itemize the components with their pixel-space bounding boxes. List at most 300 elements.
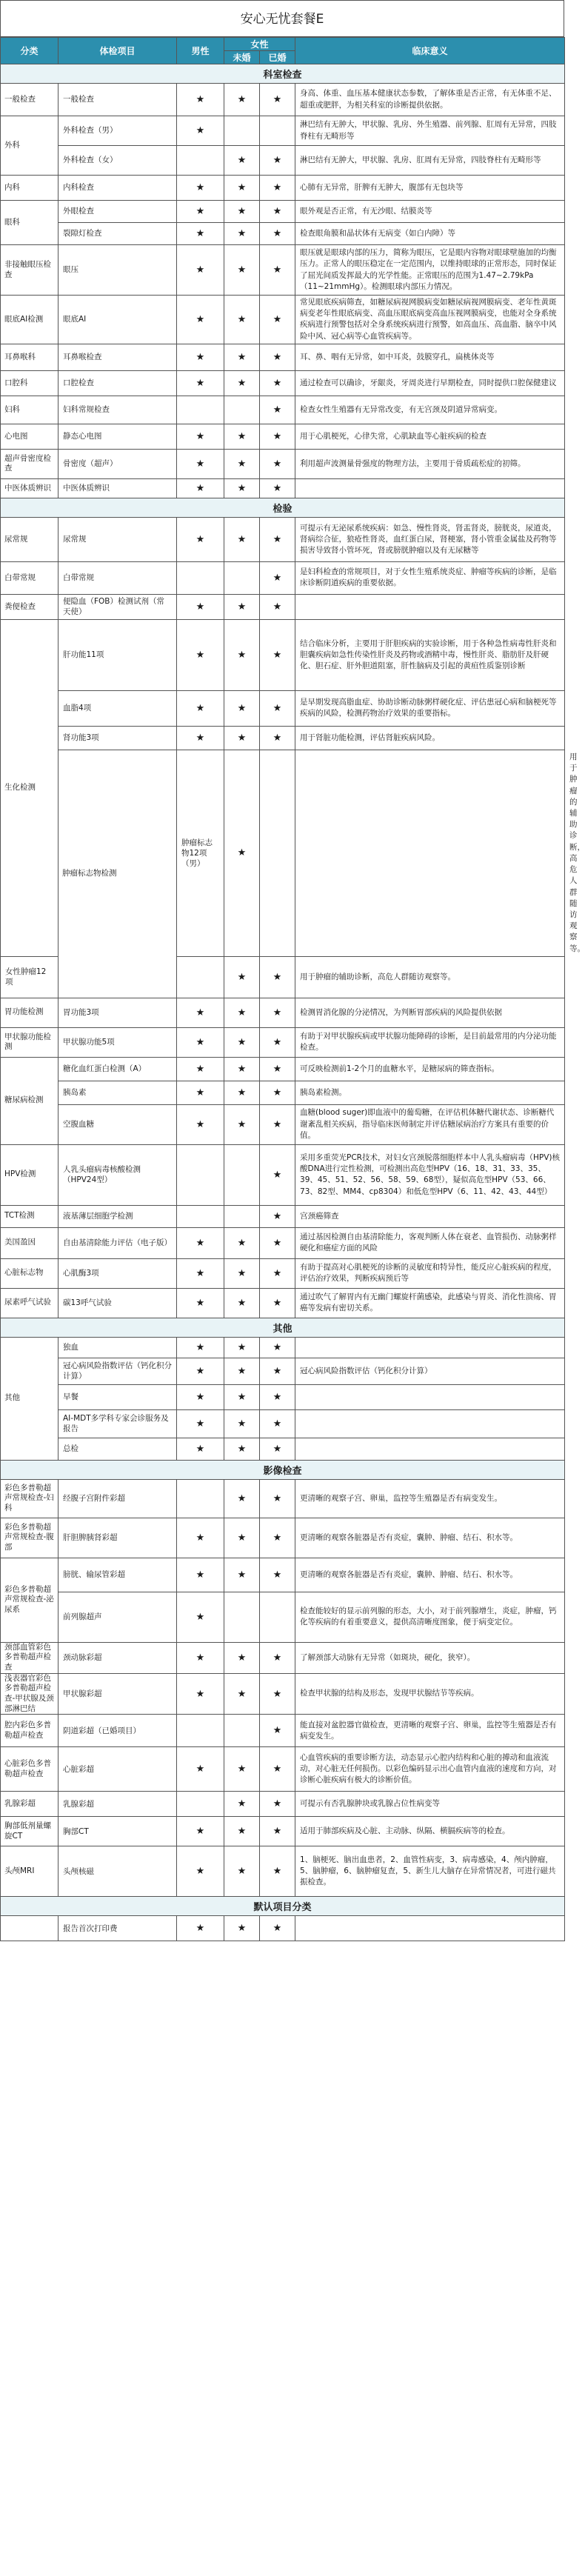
mark-unmarried — [224, 1205, 260, 1227]
mark-married: ★ — [260, 344, 295, 370]
mark-male: ★ — [177, 1518, 224, 1558]
category-cell: 胸部低剂量螺旋CT — [1, 1817, 58, 1846]
mark-male: ★ — [177, 1227, 224, 1258]
clinical-meaning: 身高、体重、血压基本健康状态参数，了解体重是否正常，有无体重不足、超重或肥胖，为相关科室的诊断提供依据。 — [295, 84, 565, 116]
mark-male: ★ — [177, 1384, 224, 1409]
clinical-meaning: 通过基因检测自由基清除能力，客观判断人体在衰老、血管损伤、动脉粥样硬化和癌症方面的风险 — [295, 1227, 565, 1258]
table-row — [1, 296, 565, 344]
mark-unmarried: ★ — [224, 449, 260, 478]
mark-married: ★ — [260, 146, 295, 176]
clinical-meaning: 用于心肌梗死，心律失常，心肌缺血等心脏疾病的检查 — [295, 424, 565, 449]
clinical-meaning — [295, 1916, 565, 1941]
category-cell: 彩色多普勒超声常规检查-妇科 — [1, 1479, 58, 1518]
clinical-meaning: 可提示有无泌尿系统疾病：如急、慢性肾炎，肾盂肾炎，膀胱炎，尿道炎，肾病综合征，狼疮性肾炎，血红蛋白尿，肾梗塞，肾小管重金属盐及药物等损害导致肾小管坏死，肾或膀胱肿瘤以及有无尿糖等 — [295, 517, 565, 561]
table-row — [1, 1438, 565, 1460]
mark-male: ★ — [177, 223, 224, 245]
mark-married: ★ — [260, 370, 295, 396]
table-row — [1, 116, 565, 146]
mark-married: ★ — [260, 1916, 295, 1941]
mark-unmarried: ★ — [224, 1384, 260, 1409]
exam-table — [0, 37, 585, 1941]
clinical-meaning: 淋巴结有无肿大，甲状腺、乳房、外生殖器、前列腺、肛周有无异常，四肢脊柱有无畸形等 — [295, 116, 565, 146]
exam-item: 报告首次打印费 — [58, 1916, 177, 1941]
category-cell: 白带常规 — [1, 561, 58, 594]
table-row — [1, 1817, 565, 1846]
mark-married: ★ — [260, 1358, 295, 1384]
mark-male — [177, 396, 224, 424]
table-row — [1, 1081, 565, 1104]
table-row — [1, 1258, 565, 1288]
mark-unmarried: ★ — [224, 1258, 260, 1288]
exam-item: 白带常规 — [58, 561, 177, 594]
mark-male: ★ — [177, 1337, 224, 1358]
clinical-meaning: 血糖(blood suger)即血液中的葡萄糖，在评估机体糖代谢状态、诊断糖代谢紊乱相关疾病，指导临床医师制定并评估糖尿病治疗方案具有重要的价值。 — [295, 1104, 565, 1144]
exam-table-body — [1, 64, 585, 1941]
mark-married: ★ — [260, 619, 295, 690]
mark-married: ★ — [260, 1642, 295, 1673]
mark-male: ★ — [177, 1104, 224, 1144]
mark-unmarried: ★ — [224, 619, 260, 690]
mark-married: ★ — [260, 223, 295, 245]
mark-male: ★ — [177, 1747, 224, 1792]
category-cell: 美国盈因 — [1, 1227, 58, 1258]
category-cell: 尿常规 — [1, 517, 58, 561]
clinical-meaning: 眼压就是眼球内部的压力，简称为眼压，它是眼内容物对眼球壁施加的均衡压力。正常人的眼压稳定在一定范围内，以维持眼球的正常形态，同时保证了屈光间质发挥最大的光学性能。正常眼压的范围为1.47~2.79kPa（11~21mmHg）。检测眼球内部压力情况。 — [295, 245, 565, 296]
table-row — [1, 424, 565, 449]
clinical-meaning: 采用多重荧光PCR技术，对妇女宫颈脱落细胞样本中人乳头瘤病毒（HPV)核酸DNA进行定性检测，可检测出高危型HPV（16、18、31、33、35、39、45、51、52、56、58、59、68型），疑似高危型HPV（53、66、73、82型、MM4、cp8304）和低危型HPV（6、11、42、43、44型） — [295, 1144, 565, 1205]
clinical-meaning: 宫颈癌筛查 — [295, 1205, 565, 1227]
clinical-meaning: 更清晰的观察各脏器是否有炎症，囊肿、肿瘤、结石、积水等。 — [295, 1558, 565, 1592]
exam-item: 独血 — [58, 1337, 177, 1358]
clinical-meaning: 更清晰的观察子宫、卵巢，监控等生殖器是否有病变发生。 — [295, 1479, 565, 1518]
table-row — [1, 998, 565, 1027]
mark-unmarried: ★ — [224, 1673, 260, 1715]
table-row — [1, 594, 565, 619]
table-row — [1, 449, 565, 478]
table-row — [1, 1792, 565, 1817]
mark-male: ★ — [177, 594, 224, 619]
mark-unmarried: ★ — [224, 1227, 260, 1258]
mark-male: ★ — [177, 370, 224, 396]
section-title: 其他 — [1, 1318, 565, 1337]
exam-item: 总检 — [58, 1438, 177, 1460]
page-title: 安心无忧套餐E — [0, 0, 564, 37]
mark-male: ★ — [177, 116, 224, 146]
mark-male: ★ — [177, 998, 224, 1027]
mark-male: ★ — [177, 176, 224, 201]
mark-male — [177, 1792, 224, 1817]
exam-item: 液基薄层细胞学检测 — [58, 1205, 177, 1227]
exam-item: AI-MDT多学科专家会诊服务及报告 — [58, 1409, 177, 1438]
exam-item: 早餐 — [58, 1384, 177, 1409]
table-row — [1, 1715, 565, 1747]
mark-male — [177, 1479, 224, 1518]
clinical-meaning: 是早期发现高脂血症、协助诊断动脉粥样硬化症、评估患冠心病和脑梗死等疾病的风险，检测药物治疗效果的重要指标。 — [295, 690, 565, 726]
clinical-meaning: 检查能较好的显示前列腺的形态，大小，对于前列腺增生，炎症，肿瘤，钙化等疾病的有着重要意义，提供高清晰度图象，便于病变定位。 — [295, 1592, 565, 1642]
mark-married: ★ — [260, 1715, 295, 1747]
category-cell: 眼科 — [1, 201, 58, 245]
table-row — [1, 1144, 565, 1205]
category-cell: 彩色多普勒超声常规检查-腹部 — [1, 1518, 58, 1558]
mark-married: ★ — [260, 1438, 295, 1460]
clinical-meaning: 用于肿瘤的辅助诊断，高危人群随访观察等。 — [295, 956, 565, 998]
mark-married: ★ — [260, 424, 295, 449]
exam-item: 口腔检查 — [58, 370, 177, 396]
mark-married: ★ — [260, 1792, 295, 1817]
mark-married: ★ — [260, 1337, 295, 1358]
clinical-meaning: 是妇科检查的常规项目，对于女性生殖系统炎症、肿瘤等疾病的诊断，是临床诊断阴道疾病的重要依据。 — [295, 561, 565, 594]
category-cell: 眼底AI检测 — [1, 296, 58, 344]
mark-married: ★ — [260, 1479, 295, 1518]
exam-item: 心脏彩超 — [58, 1747, 177, 1792]
mark-male: ★ — [177, 424, 224, 449]
mark-married: ★ — [260, 956, 295, 998]
exam-item: 肾功能3项 — [58, 726, 177, 750]
mark-unmarried: ★ — [224, 1438, 260, 1460]
mark-male: ★ — [177, 1358, 224, 1384]
clinical-meaning: 通过吹气了解胃内有无幽门螺旋杆菌感染，此感染与胃炎、消化性溃疡、胃癌等发病有密切关系。 — [295, 1288, 565, 1318]
mark-male: ★ — [177, 517, 224, 561]
exam-item: 外眼检查 — [58, 201, 177, 223]
mark-male: ★ — [177, 1409, 224, 1438]
exam-item: 冠心病风险指数评估（钙化积分计算） — [58, 1358, 177, 1384]
category-cell: 其他 — [1, 1337, 58, 1460]
exam-item: 人乳头瘤病毒核酸检测（HPV24型） — [58, 1144, 177, 1205]
category-cell: 肿瘤标志物检测 — [58, 750, 177, 998]
mark-unmarried: ★ — [224, 1747, 260, 1792]
mark-married: ★ — [260, 1227, 295, 1258]
category-cell: 粪便检查 — [1, 594, 58, 619]
mark-unmarried — [224, 1144, 260, 1205]
mark-married: ★ — [260, 176, 295, 201]
mark-married: ★ — [260, 1205, 295, 1227]
clinical-meaning — [295, 1409, 565, 1438]
exam-item: 肝功能11项 — [58, 619, 177, 690]
mark-married: ★ — [260, 84, 295, 116]
table-row — [1, 690, 565, 726]
clinical-meaning — [295, 478, 565, 498]
mark-married: ★ — [260, 1846, 295, 1897]
mark-married: ★ — [260, 1747, 295, 1792]
mark-unmarried: ★ — [224, 1337, 260, 1358]
clinical-meaning: 结合临床分析，主要用于肝胆疾病的实验诊断，用于各种急性病毒性肝炎和胆囊疾病如急性传染性肝炎及药物或酒精中毒，慢性肝炎、脂肪肝及肝硬化、胆石症、肝外胆道阻塞，肝性脑病及引起的黄疸性质鉴别诊断 — [295, 619, 565, 690]
clinical-meaning: 常见眼底疾病筛查，如糖尿病视网膜病变如糖尿病视网膜病变、老年性黄斑病变老年性眼底病变、高血压眼底病变高血压视网膜病变，也能对全身系统疾病进行预警包括对全身系统疾病进行预警，如高血压、高血脂、脑卒中风险中风、冠心病等心血管疾病等。 — [295, 296, 565, 344]
mark-unmarried: ★ — [224, 1479, 260, 1518]
mark-unmarried: ★ — [224, 245, 260, 296]
exam-item: 血脂4项 — [58, 690, 177, 726]
mark-male: ★ — [177, 344, 224, 370]
clinical-meaning: 1、脑梗死、脑出血患者，2、血管性病变，3、病毒感染，4、颅内肿瘤，5、脑肿瘤，6、脑肿瘤复查，5、新生儿大脑存在异常情况者，可进行磁共振检查。 — [295, 1846, 565, 1897]
clinical-meaning — [295, 594, 565, 619]
table-row — [1, 1916, 565, 1941]
table-row — [1, 245, 565, 296]
mark-male: ★ — [177, 1258, 224, 1288]
table-row — [1, 478, 565, 498]
clinical-meaning: 适用于肺部疾病及心脏、主动脉、纵隔、横膈疾病等的检查。 — [295, 1817, 565, 1846]
category-cell: TCT检测 — [1, 1205, 58, 1227]
header-category: 分类 — [1, 38, 58, 64]
exam-item: 空腹血糖 — [58, 1104, 177, 1144]
mark-married — [295, 750, 565, 956]
mark-married: ★ — [260, 1518, 295, 1558]
mark-unmarried: ★ — [224, 344, 260, 370]
table-row — [1, 1518, 565, 1558]
mark-unmarried: ★ — [224, 1288, 260, 1318]
category-cell: 尿素呼气试验 — [1, 1288, 58, 1318]
category-cell: HPV检测 — [1, 1144, 58, 1205]
table-row — [1, 1384, 565, 1409]
mark-unmarried: ★ — [224, 176, 260, 201]
exam-item: 外科检查（男） — [58, 116, 177, 146]
mark-married: ★ — [260, 1144, 295, 1205]
mark-unmarried: ★ — [224, 84, 260, 116]
table-row — [1, 1104, 565, 1144]
table-row — [1, 726, 565, 750]
mark-unmarried — [224, 116, 260, 146]
section-title: 默认项目分类 — [1, 1897, 565, 1916]
mark-unmarried: ★ — [224, 1104, 260, 1144]
exam-item: 一般检查 — [58, 84, 177, 116]
table-row — [1, 1592, 565, 1642]
exam-item: 甲状腺功能5项 — [58, 1027, 177, 1057]
clinical-meaning: 心肺有无异常，肝脾有无肿大，腹部有无包块等 — [295, 176, 565, 201]
category-cell: 心电图 — [1, 424, 58, 449]
table-row — [1, 1057, 565, 1081]
header-item: 体检项目 — [58, 38, 177, 64]
mark-male — [177, 1715, 224, 1747]
exam-item: 乳腺彩超 — [58, 1792, 177, 1817]
category-cell: 乳腺彩超 — [1, 1792, 58, 1817]
header-unmarried: 未婚 — [224, 51, 260, 64]
mark-male: ★ — [177, 1592, 224, 1642]
exam-item: 胸部CT — [58, 1817, 177, 1846]
section-header — [1, 1318, 565, 1337]
mark-married: ★ — [260, 1288, 295, 1318]
table-row — [1, 1642, 565, 1673]
mark-male: ★ — [177, 619, 224, 690]
category-cell: 颈部血管彩色多普勒超声检查 — [1, 1642, 58, 1673]
mark-male: ★ — [177, 1916, 224, 1941]
table-row — [1, 1846, 565, 1897]
mark-married: ★ — [260, 1027, 295, 1057]
mark-male: ★ — [177, 1081, 224, 1104]
mark-male: ★ — [177, 690, 224, 726]
section-header — [1, 1460, 565, 1479]
clinical-meaning: 耳、鼻、咽有无异常，如中耳炎，鼓膜穿孔，扁桃体炎等 — [295, 344, 565, 370]
clinical-meaning: 有助于提高对心肌梗死的诊断的灵敏度和特异性，能反应心脏疾病的程度，评估治疗效果，判断疾病预后等 — [295, 1258, 565, 1288]
table-row — [1, 201, 565, 223]
exam-item: 便隐血（FOB）检测试剂（常天使） — [58, 594, 177, 619]
category-cell — [1, 1916, 58, 1941]
category-cell: 一般检查 — [1, 84, 58, 116]
mark-unmarried: ★ — [224, 1558, 260, 1592]
mark-married: ★ — [260, 201, 295, 223]
mark-married: ★ — [260, 1409, 295, 1438]
exam-item: 眼底AI — [58, 296, 177, 344]
section-header — [1, 498, 565, 517]
exam-item: 中医体质辨识 — [58, 478, 177, 498]
mark-married: ★ — [260, 245, 295, 296]
mark-married: ★ — [260, 1817, 295, 1846]
category-cell: 中医体质辨识 — [1, 478, 58, 498]
exam-item: 内科检查 — [58, 176, 177, 201]
exam-item: 肿瘤标志物12项（男） — [177, 750, 224, 956]
mark-married: ★ — [260, 1057, 295, 1081]
mark-male: ★ — [177, 296, 224, 344]
mark-unmarried: ★ — [224, 1358, 260, 1384]
mark-male: ★ — [177, 201, 224, 223]
clinical-meaning: 通过检查可以确诊，牙龈炎，牙周炎进行早期检查，同时提供口腔保健建议 — [295, 370, 565, 396]
mark-married: ★ — [260, 478, 295, 498]
clinical-meaning: 能直接对盆腔器官做检查，更清晰的观察子宫、卵巢，监控等生殖器是否有病变发生。 — [295, 1715, 565, 1747]
exam-item: 碳13呼气试验 — [58, 1288, 177, 1318]
mark-unmarried: ★ — [224, 594, 260, 619]
mark-unmarried: ★ — [224, 146, 260, 176]
category-cell: 口腔科 — [1, 370, 58, 396]
category-cell: 耳鼻喉科 — [1, 344, 58, 370]
category-cell: 心脏彩色多普勒超声检查 — [1, 1747, 58, 1792]
mark-married: ★ — [260, 1258, 295, 1288]
clinical-meaning — [295, 1337, 565, 1358]
mark-unmarried: ★ — [224, 478, 260, 498]
mark-unmarried: ★ — [224, 726, 260, 750]
table-row — [1, 1558, 565, 1592]
table-row — [1, 1227, 565, 1258]
mark-male — [177, 561, 224, 594]
mark-unmarried: ★ — [224, 1817, 260, 1846]
clinical-meaning — [295, 1438, 565, 1460]
mark-male: ★ — [177, 726, 224, 750]
mark-unmarried: ★ — [224, 1027, 260, 1057]
mark-married: ★ — [260, 1558, 295, 1592]
table-row: 肿瘤标志物检测 肿瘤标志物12项（男） ★ 用于肿瘤的辅助诊断，高危人群随访观察等。 — [1, 750, 565, 956]
table-row — [1, 1479, 565, 1518]
clinical-meaning: 心血管疾病的重要诊断方法，动态显示心腔内结构和心脏的搏动和血液流动，对心脏无任何损伤。以彩色编码显示出心血管内血液的速度和方向，对诊断心脏疾病有极大的诊断价值。 — [295, 1747, 565, 1792]
exam-item: 胰岛素 — [58, 1081, 177, 1104]
category-cell: 糖尿病检测 — [1, 1057, 58, 1144]
clinical-meaning: 淋巴结有无肿大，甲状腺、乳房、肛周有无异常，四肢脊柱有无畸形等 — [295, 146, 565, 176]
mark-male: ★ — [177, 1642, 224, 1673]
header-married: 已婚 — [260, 51, 295, 64]
category-cell: 头颅MRI — [1, 1846, 58, 1897]
mark-unmarried: ★ — [224, 201, 260, 223]
exam-item: 女性肿瘤12项 — [1, 956, 58, 998]
mark-unmarried: ★ — [224, 1057, 260, 1081]
exam-item: 静态心电图 — [58, 424, 177, 449]
exam-item: 自由基清除能力评估（电子版） — [58, 1227, 177, 1258]
mark-male — [177, 956, 224, 998]
table-row — [1, 84, 565, 116]
mark-married: ★ — [260, 517, 295, 561]
clinical-meaning — [295, 1384, 565, 1409]
clinical-meaning: 有助于对甲状腺疾病或甲状腺功能障碍的诊断，是目前最常用的内分泌功能检查。 — [295, 1027, 565, 1057]
exam-item: 头颅核磁 — [58, 1846, 177, 1897]
mark-unmarried — [224, 1715, 260, 1747]
table-row — [1, 344, 565, 370]
mark-unmarried: ★ — [224, 998, 260, 1027]
table-row — [1, 146, 565, 176]
mark-male: ★ — [177, 1057, 224, 1081]
mark-male: ★ — [177, 1438, 224, 1460]
exam-item: 肝胆脾胰肾彩超 — [58, 1518, 177, 1558]
clinical-meaning: 检测胃消化腺的分泌情况，为判断胃部疾病的风险提供依据 — [295, 998, 565, 1027]
mark-married — [260, 116, 295, 146]
mark-male — [177, 1144, 224, 1205]
category-cell: 妇科 — [1, 396, 58, 424]
mark-unmarried: ★ — [224, 517, 260, 561]
clinical-meaning: 检查甲状腺的结构及形态，发现甲状腺结节等疾病。 — [295, 1673, 565, 1715]
mark-married: ★ — [260, 296, 295, 344]
clinical-meaning: 用于肾脏功能检测，评估肾脏疾病风险。 — [295, 726, 565, 750]
table-row — [1, 1337, 565, 1358]
mark-married: ★ — [260, 561, 295, 594]
table-row — [1, 1358, 565, 1384]
mark-male — [177, 1205, 224, 1227]
mark-unmarried — [224, 1592, 260, 1642]
exam-item: 甲状腺彩超 — [58, 1673, 177, 1715]
mark-male: ★ — [177, 1673, 224, 1715]
clinical-meaning: 可提示有否乳腺肿块或乳腺占位性病变等 — [295, 1792, 565, 1817]
exam-item: 经腹子宫附件彩超 — [58, 1479, 177, 1518]
exam-item: 胃功能3项 — [58, 998, 177, 1027]
category-cell: 胃功能检测 — [1, 998, 58, 1027]
mark-male: ★ — [177, 1846, 224, 1897]
mark-unmarried: ★ — [224, 956, 260, 998]
mark-married: ★ — [260, 396, 295, 424]
section-title: 科室检查 — [1, 64, 565, 84]
table-row — [1, 517, 565, 561]
category-cell: 心脏标志物 — [1, 1258, 58, 1288]
mark-unmarried — [224, 561, 260, 594]
exam-item: 妇科常规检查 — [58, 396, 177, 424]
table-row — [1, 396, 565, 424]
mark-male: ★ — [177, 1288, 224, 1318]
clinical-meaning: 检查女性生殖器有无异常改变，有无宫颈及阴道异常病变。 — [295, 396, 565, 424]
section-header — [1, 1897, 565, 1916]
clinical-meaning: 冠心病风险指数评估（钙化积分计算） — [295, 1358, 565, 1384]
mark-unmarried: ★ — [224, 1409, 260, 1438]
table-row — [1, 1288, 565, 1318]
table-row — [1, 1673, 565, 1715]
clinical-meaning: 更清晰的观察各脏器是否有炎症，囊肿、肿瘤、结石、积水等。 — [295, 1518, 565, 1558]
mark-male: ★ — [177, 1817, 224, 1846]
mark-unmarried: ★ — [224, 1642, 260, 1673]
mark-unmarried: ★ — [224, 1916, 260, 1941]
exam-item: 尿常规 — [58, 517, 177, 561]
category-cell: 非接触眼压检查 — [1, 245, 58, 296]
table-row — [1, 1027, 565, 1057]
mark-married: ★ — [260, 1673, 295, 1715]
mark-married: ★ — [260, 1384, 295, 1409]
category-cell: 超声骨密度检查 — [1, 449, 58, 478]
table-row — [1, 370, 565, 396]
section-title: 影像检查 — [1, 1460, 565, 1479]
mark-male: ★ — [177, 478, 224, 498]
mark-married: ★ — [260, 594, 295, 619]
exam-item: 骨密度（超声） — [58, 449, 177, 478]
mark-unmarried: ★ — [224, 370, 260, 396]
category-cell: 生化检测 — [1, 619, 58, 956]
mark-married: ★ — [260, 998, 295, 1027]
exam-item: 裂隙灯检查 — [58, 223, 177, 245]
table-row — [1, 1409, 565, 1438]
mark-married: ★ — [260, 1081, 295, 1104]
mark-male: ★ — [177, 245, 224, 296]
table-row — [1, 561, 565, 594]
category-cell: 外科 — [1, 116, 58, 176]
mark-unmarried: ★ — [224, 1518, 260, 1558]
mark-unmarried: ★ — [224, 1081, 260, 1104]
